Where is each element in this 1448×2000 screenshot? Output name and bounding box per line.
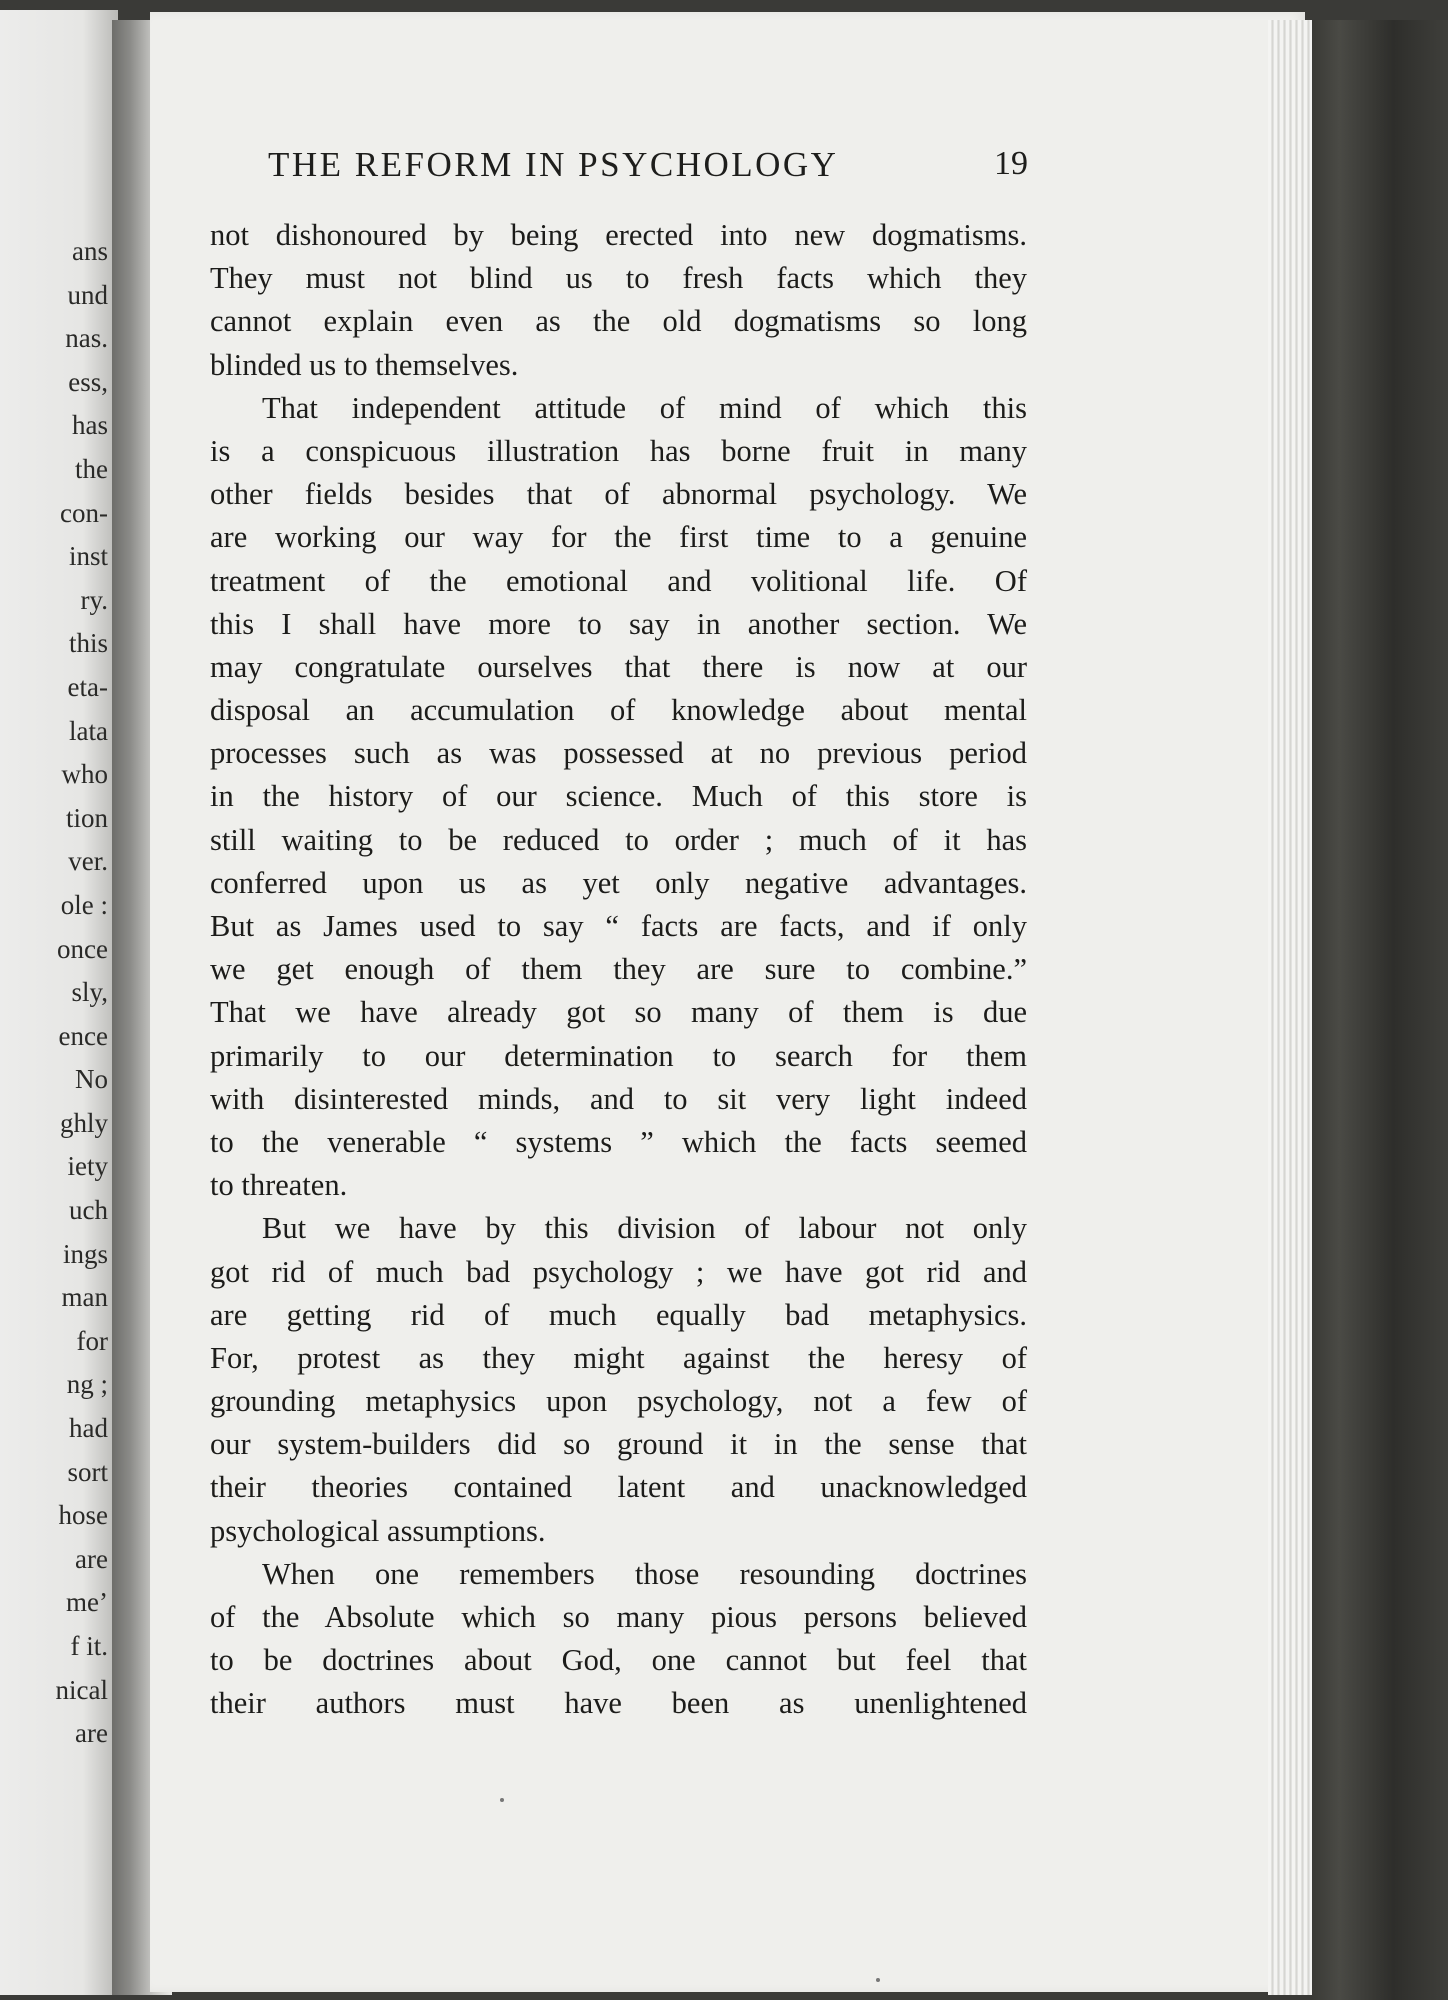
left-page-fragment: are	[75, 1543, 108, 1574]
left-page-fragment: nas.	[65, 323, 108, 354]
left-page-fragment: me’	[66, 1587, 108, 1618]
left-page-fragment: sly,	[71, 977, 108, 1008]
text-line: not dishonoured by being erected into new dogmatisms.	[210, 218, 1027, 252]
left-page-fragment: the	[75, 453, 108, 484]
scan-speck	[876, 1978, 880, 1982]
text-line: to the venerable “ systems ” which the facts seemed	[210, 1124, 1027, 1159]
left-page-fragment: had	[69, 1413, 108, 1444]
left-page-fragment: are	[75, 1718, 108, 1749]
left-page-fragment: f it.	[70, 1631, 108, 1661]
left-page-fragment: ans	[72, 236, 108, 266]
left-page-fragment: lata	[69, 715, 108, 746]
page-number: 19	[994, 145, 1028, 182]
text-line: got rid of much bad psychology ; we have got rid and	[210, 1254, 1027, 1289]
left-page-fragment: und	[67, 279, 108, 310]
text-line: is a conspicuous illustration has borne fruit in many	[210, 433, 1027, 468]
text-line: That we have already got so many of them is due	[210, 995, 1027, 1030]
left-page-fragment: inst	[68, 541, 108, 572]
text-line: to be doctrines about God, one cannot but feel that	[210, 1643, 1027, 1678]
text-line: processes such as was possessed at no previous period	[210, 736, 1027, 771]
left-page-fragment: hose	[58, 1500, 108, 1531]
left-page-fragment: eta-	[67, 671, 108, 702]
left-page-fragment: nical	[55, 1674, 108, 1705]
text-line: other fields besides that of abnormal psychology. We	[210, 477, 1027, 512]
left-page-fragment: who	[61, 759, 108, 790]
left-page-fragment: ess,	[68, 366, 108, 397]
text-line: are getting rid of much equally bad metaphysics.	[210, 1297, 1027, 1332]
left-page-fragment: ole :	[60, 889, 108, 920]
running-header-title: THE REFORM IN PSYCHOLOGY	[268, 145, 839, 184]
text-line: For, protest as they might against the heresy of	[210, 1340, 1027, 1375]
left-page-fragment: once	[57, 933, 108, 964]
text-line: But as James used to say “ facts are facts, and if only	[210, 909, 1027, 943]
left-page-fragment: ence	[58, 1020, 108, 1051]
text-line: conferred upon us as yet only negative advantages.	[210, 865, 1027, 900]
text-line: we get enough of them they are sure to combine.”	[210, 952, 1027, 987]
text-line: this I shall have more to say in another section. We	[210, 606, 1027, 641]
scan-speck	[500, 1798, 504, 1802]
page-edges	[1268, 20, 1313, 1995]
left-page-fragment: ver.	[68, 846, 108, 877]
left-page-fragment: iety	[67, 1151, 108, 1182]
left-page-fragment: con-	[60, 497, 108, 528]
text-line: may congratulate ourselves that there is now at our	[210, 649, 1027, 684]
text-line: But we have by this division of labour not only	[262, 1211, 1027, 1246]
left-facing-page	[0, 10, 118, 1995]
text-line: of the Absolute which so many pious persons believed	[210, 1600, 1027, 1634]
left-page-fragment: this	[68, 628, 108, 659]
left-page-fragment: ry.	[80, 584, 108, 615]
left-page-fragment: for	[76, 1325, 108, 1356]
text-line: with disinterested minds, and to sit very light indeed	[210, 1081, 1027, 1116]
text-line: psychological assumptions.	[210, 1513, 546, 1548]
text-line: their authors must have been as unenlightened	[210, 1686, 1027, 1721]
left-page-fragment: No	[75, 1064, 108, 1095]
left-page-fragment: ings	[62, 1238, 108, 1269]
left-page-fragment: man	[61, 1282, 108, 1313]
left-page-text-fragments	[0, 230, 108, 1756]
text-line: primarily to our determination to search for them	[210, 1038, 1027, 1073]
left-page-fragment: uch	[69, 1195, 108, 1226]
text-line: When one remembers those resounding doctrines	[262, 1556, 1027, 1591]
left-page-fragment: sort	[67, 1456, 108, 1487]
text-line: That independent attitude of mind of which this	[262, 390, 1027, 425]
text-line: grounding metaphysics upon psychology, not a few of	[210, 1384, 1027, 1419]
left-page-fragment: ghly	[59, 1107, 108, 1138]
left-page-fragment: has	[72, 410, 108, 441]
text-line: treatment of the emotional and volitional life. Of	[210, 563, 1027, 598]
text-line: our system-builders did so ground it in the sense that	[210, 1427, 1027, 1462]
text-line: cannot explain even as the old dogmatisms so long	[210, 304, 1027, 339]
book-cover-edge	[1312, 20, 1448, 2000]
text-line: are working our way for the first time to a genuine	[210, 520, 1027, 555]
text-line: blinded us to themselves.	[210, 347, 519, 382]
text-line: to threaten.	[210, 1168, 348, 1203]
text-line: their theories contained latent and unacknowledged	[210, 1470, 1027, 1505]
text-line: They must not blind us to fresh facts which they	[210, 261, 1027, 296]
text-line: still waiting to be reduced to order ; much of it has	[210, 822, 1027, 857]
left-page-fragment: ng ;	[66, 1369, 108, 1400]
running-header	[268, 145, 1028, 197]
left-page-fragment: tion	[65, 802, 108, 833]
text-line: in the history of our science. Much of this store is	[210, 779, 1027, 814]
body-text	[210, 214, 1027, 1726]
text-line: disposal an accumulation of knowledge about mental	[210, 693, 1027, 728]
